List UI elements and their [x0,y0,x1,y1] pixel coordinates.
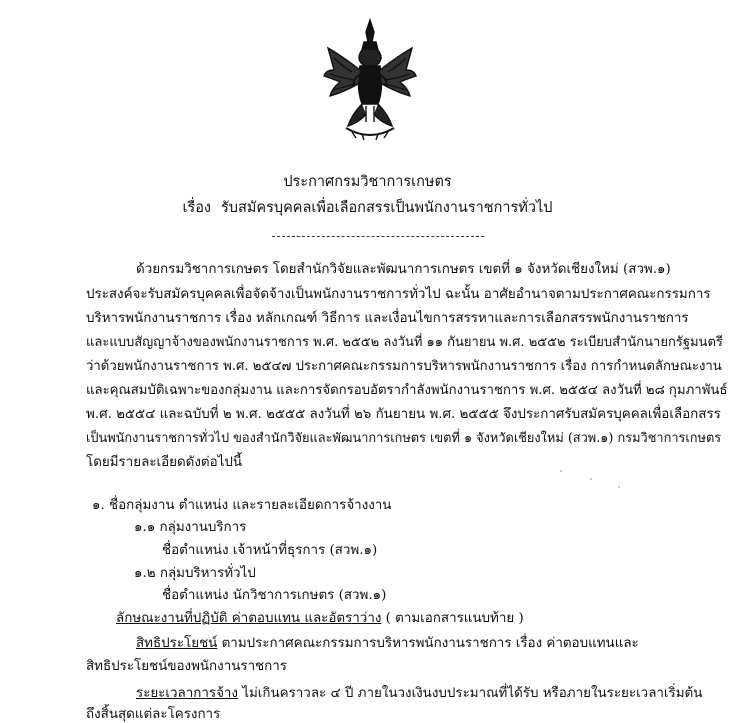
position-name: ชื่อตำแหน่ง นักวิชาการเกษตร (สวพ.๑) [162,588,387,603]
page-subject [0,196,735,219]
benefits-line-2: สิทธิประโยชน์ของพนักงานราชการ [86,659,287,674]
duties-note: ( ตามเอกสารแนบท้าย ) [385,611,524,626]
paragraph-line: ว่าด้วยพนักงานราชการ พ.ศ. ๒๕๔๗ ประกาศคณะกรรมการบริหารพนักงานราชการ เรื่อง การกำหนดลักษณะงาน [86,359,722,374]
paragraph-line: และคุณสมบัติเฉพาะของกลุ่มงาน และการจัดกรอบอัตรากำลังพนักงานราชการ พ.ศ. ๒๕๕๔ ลงวันที่ ๒๘ กุมภาพันธ์ [86,383,728,398]
group-heading: ๑.๒ กลุ่มบริหารทั่วไป [134,566,256,581]
position-name: ชื่อตำแหน่ง เจ้าหน้าที่ธุรการ (สวพ.๑) [162,543,378,558]
benefits-text: ตามประกาศคณะกรรมการบริหารพนักงานราชการ เรื่อง ค่าตอบแทนและ [221,636,639,651]
benefits-label: สิทธิประโยชน์ [136,636,218,651]
scan-speck [560,470,562,472]
paragraph-line: ประสงค์จะรับสมัครบุคคลเพื่อจัดจ้างเป็นพนักงานราชการทั่วไป ฉะนั้น อาศัยอำนาจตามประกาศคณะกรรมการ [86,287,711,302]
section-heading: ๑. ชื่อกลุ่มงาน ตำแหน่ง และรายละเอียดการจ้างงาน [92,498,392,513]
group-heading: ๑.๑ กลุ่มงานบริการ [134,520,247,535]
subject-label: เรื่อง [182,200,212,216]
period-line [136,686,702,702]
period-label: ระยะเวลาการจ้าง [136,686,238,701]
duties-label: ลักษณะงานที่ปฏิบัติ ค่าตอบแทน และอัตราว่าง [116,611,382,626]
paragraph-line: พ.ศ. ๒๕๕๔ และฉบับที่ ๒ พ.ศ. ๒๕๕๕ ลงวันที่ ๒๖ กันยายน พ.ศ. ๒๕๕๕ จึงประกาศรับสมัครบุคคลเพื่อเลือกสรร [86,407,721,422]
page-title: ประกาศกรมวิชาการเกษตร [283,174,452,190]
paragraph-line: เป็นพนักงานราชการทั่วไป ของสำนักวิจัยและพัฒนาการเกษตร เขตที่ ๑ จังหวัดเชียงใหม่ (สวพ.๑) กรมวิชาการเกษตร [86,431,722,446]
period-text: ไม่เกินคราวละ ๔ ปี ภายในวงเงินงบประมาณที่ได้รับ หรือภายในระยะเวลาเริ่มต้น [242,686,703,701]
paragraph-line: ด้วยกรมวิชาการเกษตร โดยสำนักวิจัยและพัฒนาการเกษตร เขตที่ ๑ จังหวัดเชียงใหม่ (สวพ.๑) [136,262,671,277]
subject-text: รับสมัครบุคคลเพื่อเลือกสรรเป็นพนักงานราชการทั่วไป [221,200,553,216]
title-divider [272,236,484,237]
scan-speck [590,478,592,480]
period-line-2: ถึงสิ้นสุดแต่ละโครงการ [86,707,221,722]
scan-speck [618,486,620,488]
duties-line [116,611,524,627]
benefits-line [136,636,639,652]
paragraph-line: โดยมีรายละเอียดดังต่อไปนี้ [86,455,243,470]
garuda-emblem-icon [322,18,418,140]
paragraph-line: บริหารพนักงานราชการ เรื่อง หลักเกณฑ์ วิธีการ และเงื่อนไขการสรรหาและการเลือกสรรพนักงานราชการ [86,311,689,326]
paragraph-line: และแบบสัญญาจ้างของพนักงานราชการ พ.ศ. ๒๕๕๒ ลงวันที่ ๑๑ กันยายน พ.ศ. ๒๕๕๒ ระเบียบสำนักนายกรัฐมนตรี [86,335,723,350]
